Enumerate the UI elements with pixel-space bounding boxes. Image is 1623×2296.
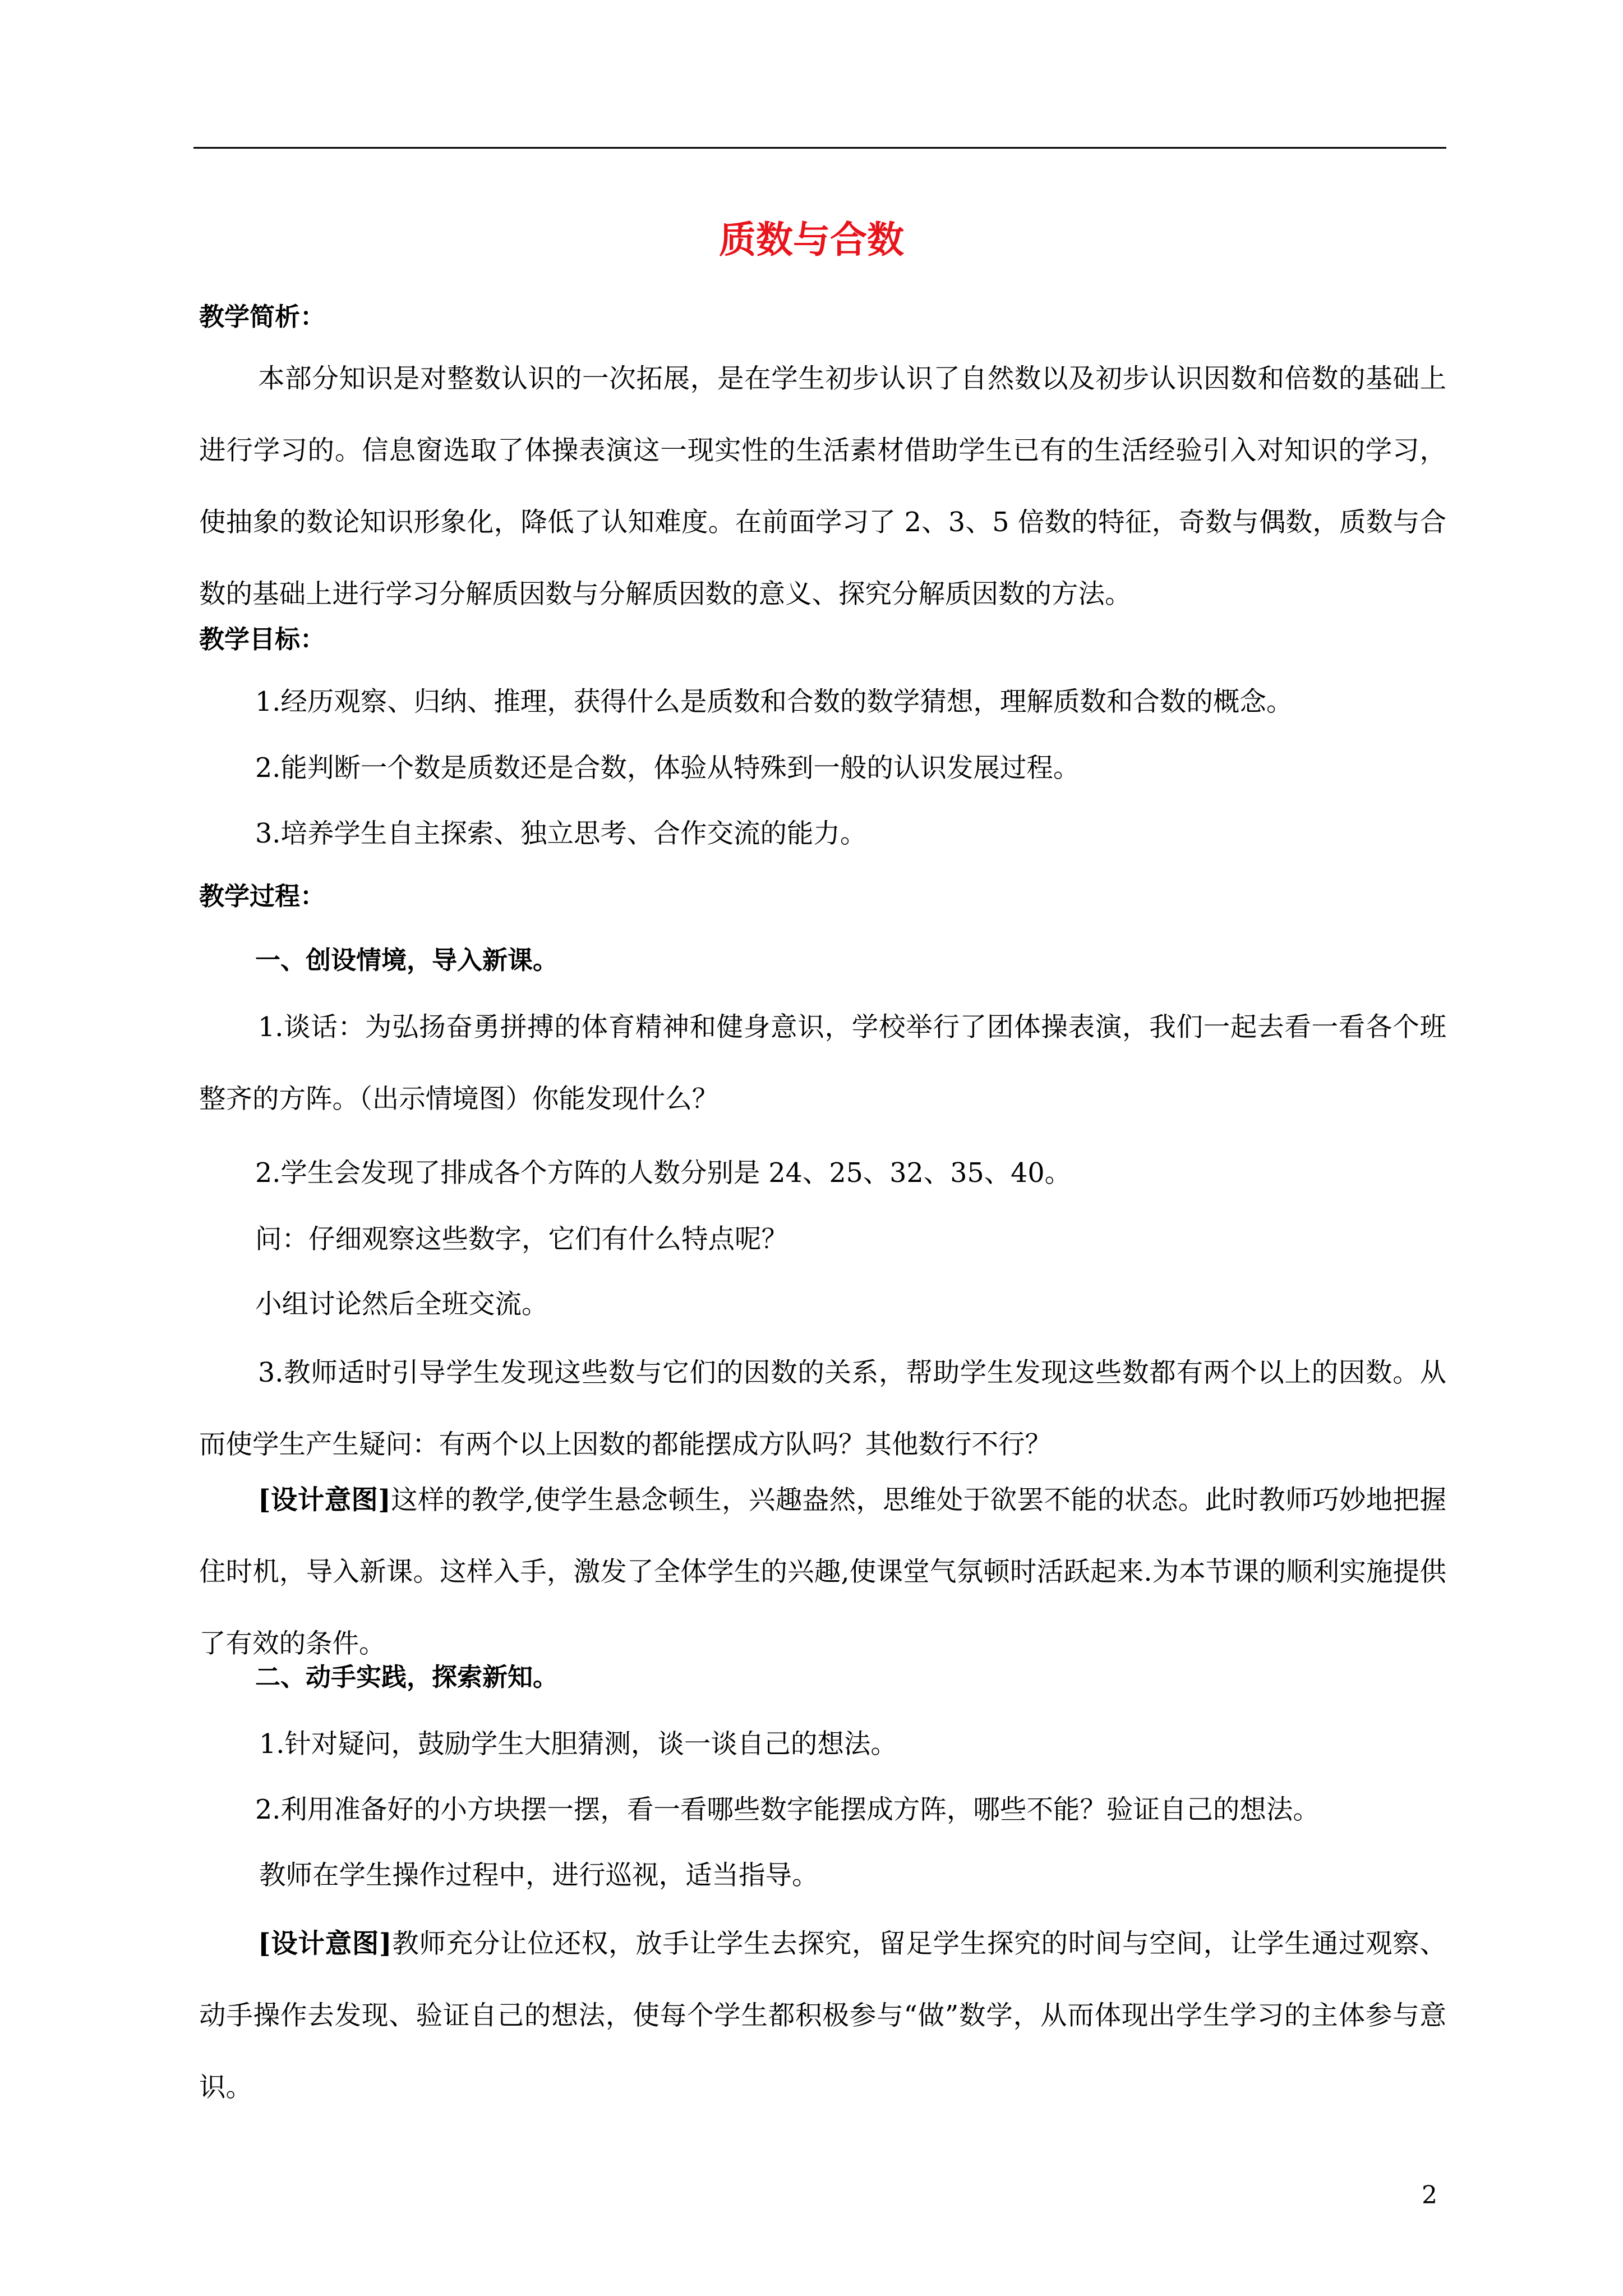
process-heading: 教学过程： bbox=[199, 881, 326, 911]
part2-teacher: 教师在学生操作过程中，进行巡视，适当指导。 bbox=[259, 1860, 819, 1891]
part1-design bbox=[199, 1464, 1446, 1680]
analysis-paragraph: 本部分知识是对整数认识的一次拓展，是在学生初步认识了自然数以及初步认识因数和倍数的基础上进行学习的。信息窗选取了体操表演这一现实性的生活素材借助学生已有的生活经验引入对知识的学习，使抽象的数论知识形象化，降低了认知难度。在前面学习了 2、3、5 倍数的特征，奇数与偶数，质数与合数的基础上进行学习分解质因数与分解质因数的意义、探究分解质因数的方法。 bbox=[199, 364, 1446, 610]
part1-design-text: 这样的教学,使学生悬念顿生，兴趣盎然，思维处于欲罢不能的状态。此时教师巧妙地把握住时机，导入新课。这样入手，激发了全体学生的兴趣,使课堂气氛顿时活跃起来.为本节课的顺利实施提供了有效的条件。 bbox=[199, 1485, 1446, 1659]
goal-item-3: 3.培养学生自主探索、独立思考、合作交流的能力。 bbox=[255, 818, 867, 849]
page-title: 质数与合数 bbox=[719, 218, 904, 261]
design-label: [设计意图] bbox=[258, 1484, 391, 1516]
design-label-2: [设计意图] bbox=[258, 1928, 392, 1959]
part2-design-text: 教师充分让位还权，放手让学生去探究，留足学生探究的时间与空间，让学生通过观察、动手操作去发现、验证自己的想法，使每个学生都积极参与“做”数学，从而体现出学生学习的主体参与意识。 bbox=[199, 1929, 1447, 2103]
goals-heading: 教学目标： bbox=[199, 624, 326, 654]
part1-heading: 一、创设情境，导入新课。 bbox=[255, 945, 559, 975]
goal-item-2: 2.能判断一个数是质数还是合数，体验从特殊到一般的认识发展过程。 bbox=[255, 753, 1080, 784]
page-number: 2 bbox=[1422, 2181, 1437, 2210]
part1-group: 小组讨论然后全班交流。 bbox=[255, 1289, 548, 1320]
goal-item-1: 1.经历观察、归纳、推理，获得什么是质数和合数的数学猜想，理解质数和合数的概念。 bbox=[255, 687, 1293, 717]
part2-heading: 二、动手实践，探索新知。 bbox=[255, 1662, 559, 1692]
part1-item-1: 1.谈话：为弘扬奋勇拼搏的体育精神和健身意识，学校举行了团体操表演，我们一起去看一看各个班整齐的方阵。（出示情境图）你能发现什么？ bbox=[199, 1012, 1446, 1115]
analysis-heading: 教学简析： bbox=[199, 302, 326, 332]
part2-design bbox=[199, 1908, 1446, 2124]
part1-question: 问：仔细观察这些数字，它们有什么特点呢？ bbox=[255, 1224, 788, 1255]
part1-item-2: 2.学生会发现了排成各个方阵的人数分别是 24、25、32、35、40。 bbox=[255, 1158, 1072, 1189]
header-rule bbox=[193, 147, 1446, 149]
part2-item-2: 2.利用准备好的小方块摆一摆，看一看哪些数字能摆成方阵，哪些不能？验证自己的想法。 bbox=[255, 1795, 1320, 1825]
part1-item-3: 3.教师适时引导学生发现这些数与它们的因数的关系，帮助学生发现这些数都有两个以上的因数。从而使学生产生疑问：有两个以上因数的都能摆成方队吗？其他数行不行？ bbox=[199, 1358, 1446, 1460]
part2-item-1: 1.针对疑问，鼓励学生大胆猜测，谈一谈自己的想法。 bbox=[259, 1729, 897, 1760]
